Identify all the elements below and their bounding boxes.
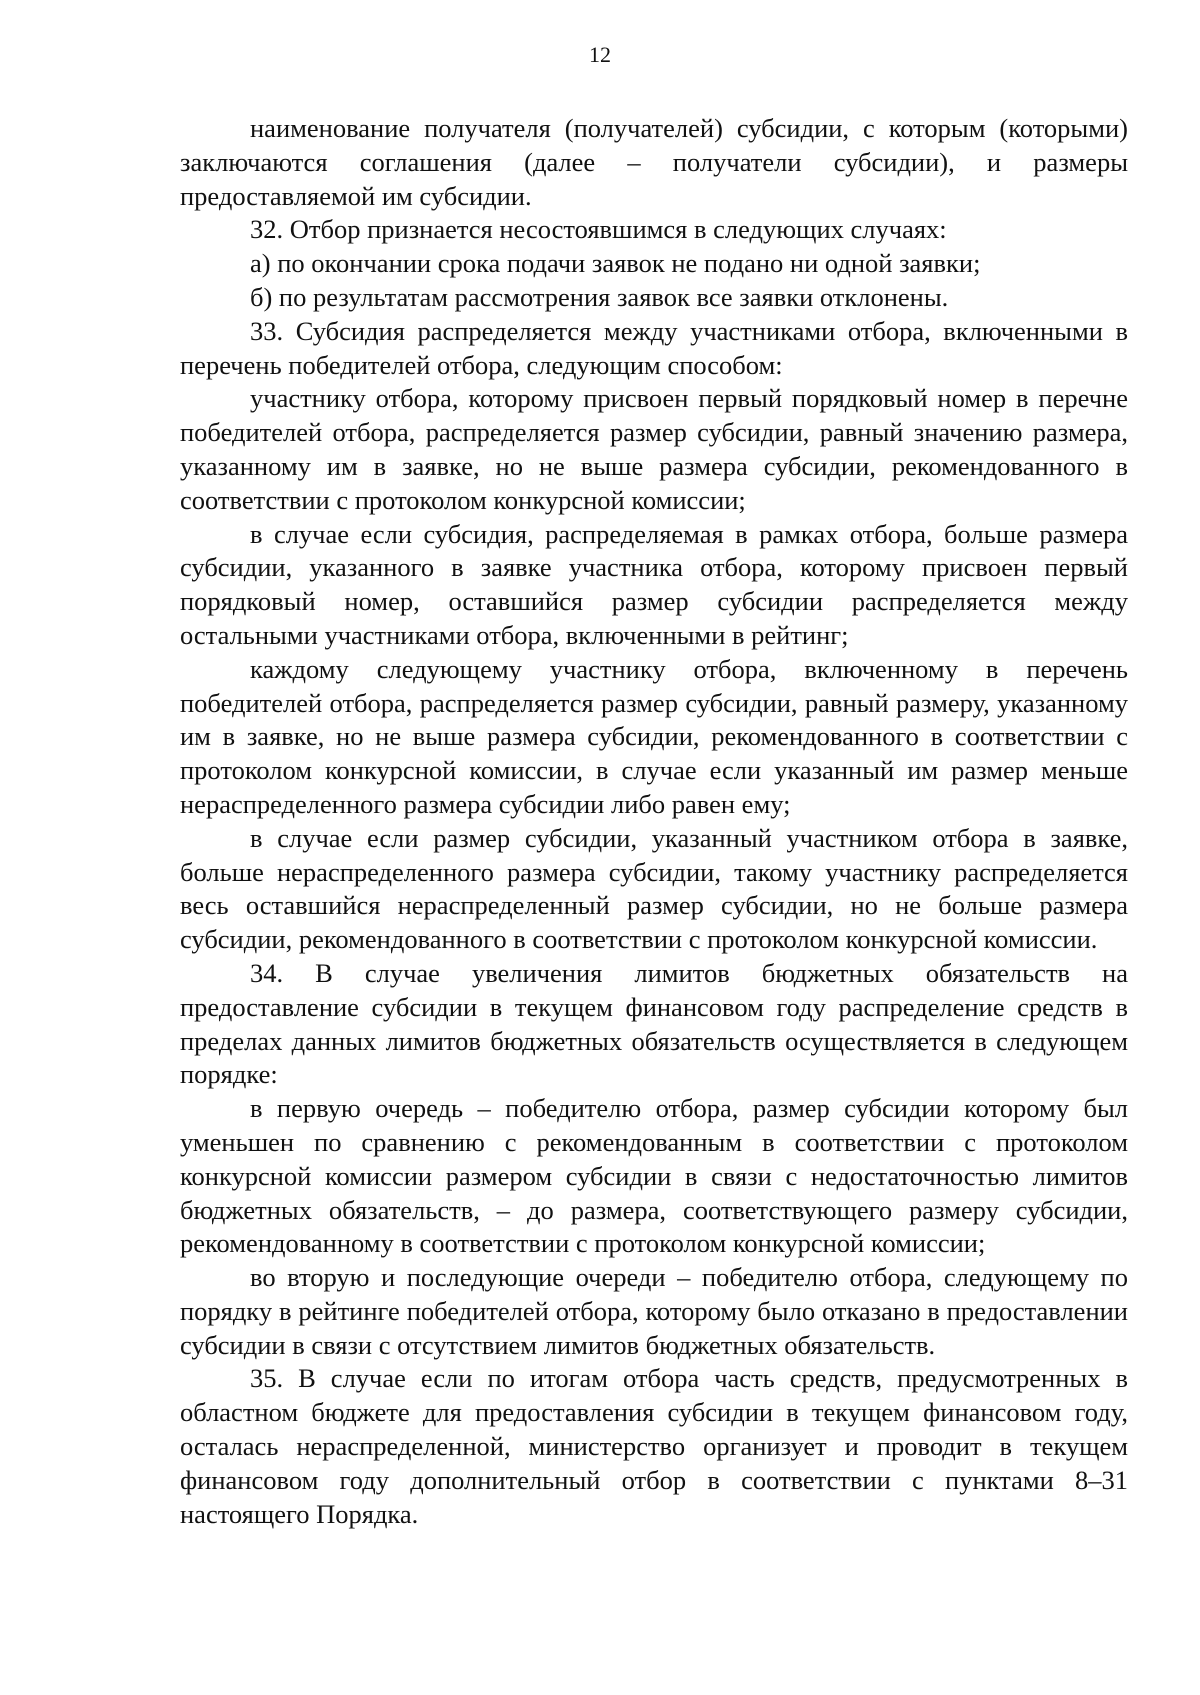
paragraph-34-first-order: в первую очередь – победителю отбора, размер субсидии которому был уменьшен по сравнению с рекомендованным в соответствии с протоколом конкурсной комиссии размером субсидии в связи с недостаточностью лимитов бюджетных обязательств, – до размера, соответствующего размеру субсидии, рекомендованному в соответствии с протоколом конкурсной комиссии; (180, 1093, 1128, 1259)
paragraph-33-first-participant: участнику отбора, которому присвоен первый порядковый номер в перечне победителей отбора, распределяется размер субсидии, равный значению размера, указанному им в заявке, но не выше размера субсидии, рекомендованного в соответствии с протоколом конкурсной комиссии; (180, 383, 1128, 515)
paragraph-32: 32. Отбор признается несостоявшимся в следующих случаях: (250, 214, 947, 245)
document-body (180, 112, 1128, 1531)
paragraph-33-each-next: каждому следующему участнику отбора, включенному в перечень победителей отбора, распределяется размер субсидии, равный размеру, указанному им в заявке, но не выше размера субсидии, рекомендованного в соответствии с протоколом конкурсной комиссии, в случае если указанный им размер меньше нераспределенного размера субсидии либо равен ему; (180, 653, 1128, 819)
paragraph-33-remaining: в случае если субсидия, распределяемая в рамках отбора, больше размера субсидии, указанного в заявке участника отбора, которому присвоен первый порядковый номер, оставшийся размер субсидии распределяется между остальными участниками отбора, включенными в рейтинг; (180, 518, 1128, 650)
paragraph-34-second-order: во вторую и последующие очереди – победителю отбора, следующему по порядку в рейтинге победителей отбора, которому было отказано в предоставлении субсидии в связи с отсутствием лимитов бюджетных обязательств. (180, 1262, 1128, 1360)
paragraph-34: 34. В случае увеличения лимитов бюджетных обязательств на предоставление субсидии в текущем финансовом году распределение средств в пределах данных лимитов бюджетных обязательств осуществляется в следующем порядке: (180, 957, 1128, 1090)
paragraph-intro-recipients: наименование получателя (получателей) субсидии, с которым (которыми) заключаются соглашения (далее – получатели субсидии), и размеры предоставляемой им субсидии. (180, 113, 1128, 211)
paragraph-32-a: а) по окончании срока подачи заявок не подано ни одной заявки; (250, 248, 981, 279)
paragraph-33-exceeds: в случае если размер субсидии, указанный участником отбора в заявке, больше нераспределенного размера субсидии, такому участнику распределяется весь оставшийся нераспределенный размер субсидии, но не больше размера субсидии, рекомендованного в соответствии с протоколом конкурсной комиссии. (180, 822, 1128, 955)
paragraph-33: 33. Субсидия распределяется между участниками отбора, включенными в перечень победителей отбора, следующим способом: (180, 315, 1128, 380)
page-number: 12 (589, 42, 611, 67)
paragraph-32-b: б) по результатам рассмотрения заявок все заявки отклонены. (250, 281, 949, 312)
paragraph-35: 35. В случае если по итогам отбора часть средств, предусмотренных в областном бюджете для предоставления субсидии в текущем финансовом году, осталась нераспределенной, министерство организует и проводит в текущем финансовом году дополнительный отбор в соответствии с пунктами 8–31 настоящего Порядка. (180, 1363, 1128, 1529)
